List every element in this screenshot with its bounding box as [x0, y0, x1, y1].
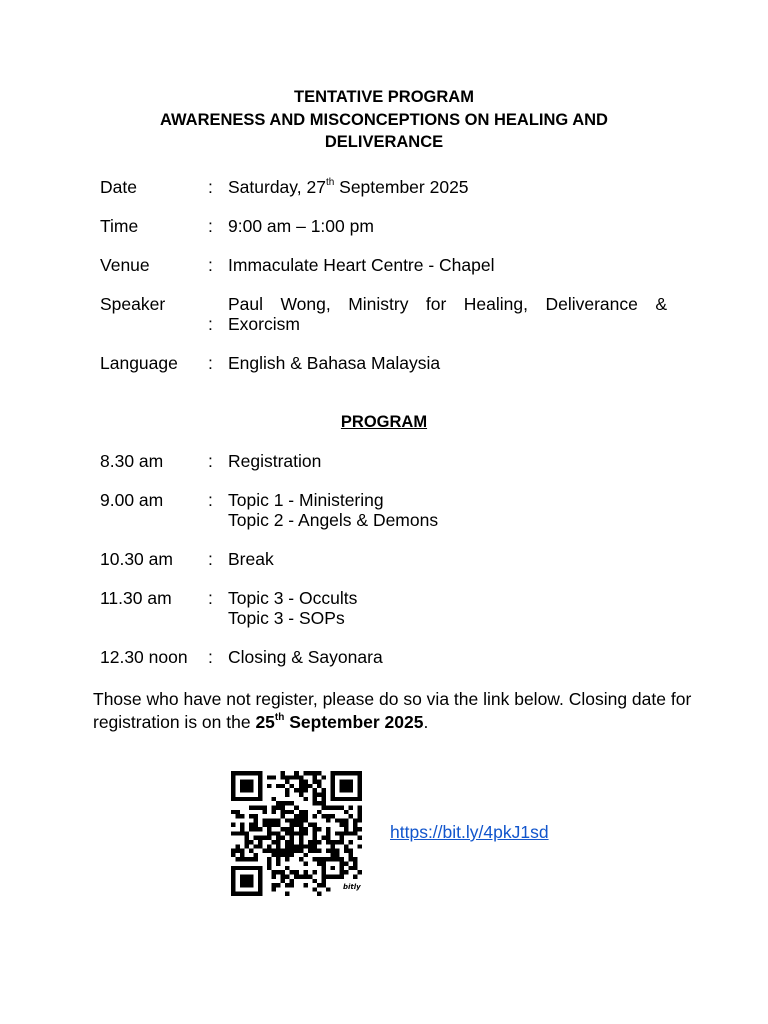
program-time: 10.30 am — [100, 549, 173, 569]
separator: : — [208, 588, 213, 608]
registration-note: Those who have not register, please do so via the link below. Closing date for registration is on the 25th September 2025. — [93, 689, 692, 732]
document-title: TENTATIVE PROGRAM — [294, 88, 474, 106]
program-time: 8.30 am — [100, 451, 164, 471]
speaker-value-line1: Paul Wong, Ministry for Healing, Deliverance & — [228, 294, 667, 314]
time-label: Time — [100, 216, 139, 236]
separator: : — [208, 549, 213, 569]
program-time: 11.30 am — [100, 588, 172, 608]
separator: : — [208, 353, 213, 373]
program-activity: Topic 3 - SOPs — [228, 608, 345, 628]
document-subtitle-line2: DELIVERANCE — [324, 133, 444, 151]
qr-brand-mark: bitly — [343, 883, 361, 891]
program-heading: PROGRAM — [340, 413, 428, 431]
language-label: Language — [100, 353, 178, 373]
separator: : — [208, 451, 213, 471]
program-activity: Topic 3 - Occults — [228, 588, 358, 608]
program-activity: Topic 2 - Angels & Demons — [228, 510, 439, 530]
program-time: 12.30 noon — [100, 647, 188, 667]
venue-value: Immaculate Heart Centre - Chapel — [228, 255, 495, 275]
time-value: 9:00 am – 1:00 pm — [228, 216, 374, 236]
registration-link[interactable]: https://bit.ly/4pkJ1sd — [390, 822, 549, 842]
separator: : — [208, 216, 213, 236]
language-value: English & Bahasa Malaysia — [228, 353, 441, 373]
document-subtitle-line1: AWARENESS AND MISCONCEPTIONS ON HEALING AND — [160, 110, 608, 129]
program-activity: Topic 1 - Ministering — [228, 490, 384, 510]
speaker-label: Speaker — [100, 294, 166, 314]
program-activity: Closing & Sayonara — [228, 647, 383, 667]
separator: : — [208, 177, 213, 197]
program-activity: Registration — [228, 451, 322, 471]
separator: : — [208, 647, 213, 667]
venue-label: Venue — [100, 255, 150, 275]
date-value: Saturday, 27th September 2025 — [228, 177, 469, 197]
speaker-value-line2: Exorcism — [228, 314, 300, 334]
separator: : — [208, 490, 213, 510]
registration-deadline: 25th September 2025 — [255, 711, 424, 732]
qr-code[interactable] — [231, 771, 362, 896]
date-label: Date — [100, 177, 137, 197]
separator: : — [208, 255, 213, 275]
separator: : — [208, 314, 213, 334]
program-activity: Break — [228, 549, 274, 569]
program-time: 9.00 am — [100, 490, 164, 510]
